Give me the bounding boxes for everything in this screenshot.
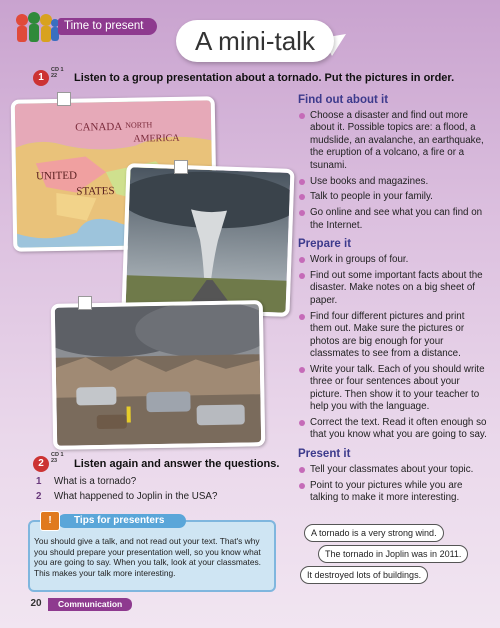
list-item: Point to your pictures while you are talking to make it more interesting.	[298, 480, 488, 505]
speech-bubble: It destroyed lots of buildings.	[300, 566, 428, 584]
section-tag: Time to present	[58, 18, 157, 35]
prepare-list	[298, 254, 488, 442]
present-heading: Present it	[298, 447, 351, 460]
cd-track-label: CD 1 22	[51, 67, 64, 79]
list-item: Go online and see what you can find on the Internet.	[298, 207, 488, 232]
prepare-heading: Prepare it	[298, 238, 352, 251]
list-item: Find out some important facts about the disaster. Make notes on a big sheet of paper.	[298, 270, 488, 307]
tips-text: You should give a talk, and not read out your text. That's why you should prepare your presentation well, so you know what you are going to say. When you talk, look at your classmates. This makes your talk more interesting.	[34, 536, 262, 578]
speech-bubble: The tornado in Joplin was in 2011.	[318, 545, 468, 563]
damage-photo	[51, 300, 266, 450]
tornado-photo	[121, 163, 294, 317]
speech-bubble: A tornado is a very strong wind.	[304, 524, 444, 542]
map-label: UNITED	[35, 169, 78, 183]
task-instruction: Listen again and answer the questions.	[74, 458, 280, 470]
list-item: Use books and magazines.	[298, 176, 488, 188]
footer-section-label: Communication	[48, 598, 132, 611]
order-checkbox-1[interactable]	[57, 92, 71, 106]
find-out-list	[298, 110, 488, 232]
map-label: NORTH	[125, 120, 153, 130]
task-number-badge: 1	[33, 70, 49, 86]
page-title: A mini-talk	[176, 20, 334, 62]
map-label: STATES	[76, 184, 115, 198]
order-checkbox-3[interactable]	[78, 296, 92, 310]
people-illustration-icon	[14, 10, 60, 46]
list-item: Find four different pictures and print them out. Make sure the pictures or photos are big enough for your classmates to see from a distance.	[298, 311, 488, 361]
question-item: 2 What happened to Joplin in the USA?	[36, 491, 218, 502]
present-list	[298, 464, 488, 505]
list-item: Tell your classmates about your topic.	[298, 464, 488, 476]
list-item: Correct the text. Read it often enough so that you know what you are going to say.	[298, 417, 488, 442]
task-number-badge: 2	[33, 456, 49, 472]
right-column	[298, 94, 488, 508]
find-out-heading: Find out about it	[298, 94, 389, 106]
cd-track-label: CD 1 23	[51, 452, 64, 464]
exclamation-icon: !	[40, 511, 60, 531]
map-label: CANADA	[75, 120, 123, 134]
task-instruction: Listen to a group presentation about a tornado. Put the pictures in order.	[74, 72, 455, 84]
list-item: Choose a disaster and find out more about it. Possible topics are: a flood, a mudslide, an avalanche, an earthquake, the eruption of a volcano, a fire or a tsunami.	[298, 110, 488, 172]
list-item: Talk to people in your family.	[298, 191, 488, 203]
tips-heading: Tips for presenters	[58, 514, 186, 528]
list-item: Write your talk. Each of you should write three or four sentences about your picture. Then show it to your teacher to help you with the language.	[298, 364, 488, 414]
list-item: Work in groups of four.	[298, 254, 488, 266]
page-number: 20	[30, 598, 42, 609]
order-checkbox-2[interactable]	[174, 160, 188, 174]
question-item: 1 What is a tornado?	[36, 476, 137, 487]
map-label: AMERICA	[133, 132, 180, 145]
